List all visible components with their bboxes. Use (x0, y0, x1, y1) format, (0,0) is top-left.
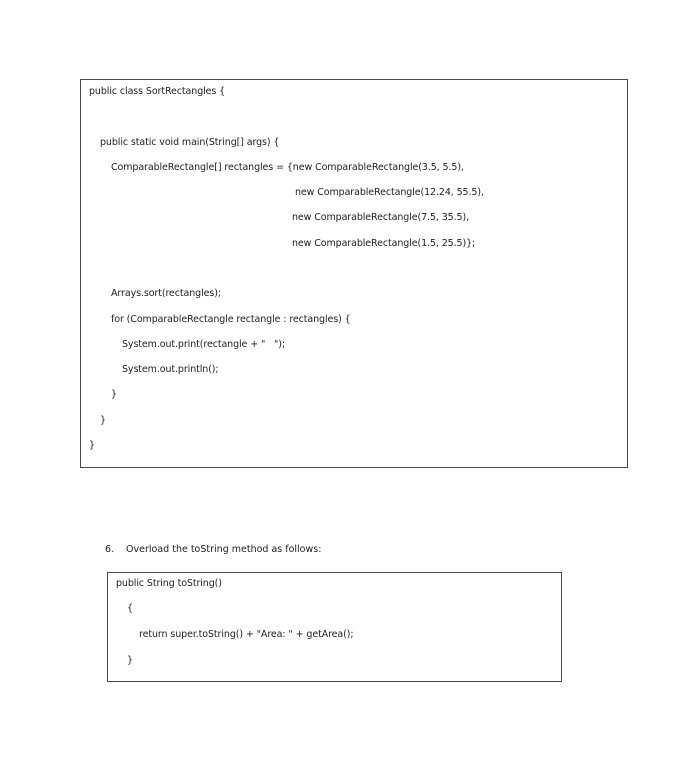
code-line-sort-call: Arrays.sort(rectangles); (111, 288, 221, 299)
code-line-array-declaration: ComparableRectangle[] rectangles = {new ComparableRectangle(3.5, 5.5), (111, 162, 464, 173)
step-number: 6. (105, 544, 115, 555)
code-line-array-element-2: new ComparableRectangle(12.24, 55.5), (295, 187, 484, 198)
code-line-close-brace: } (127, 655, 133, 666)
code-line-return-statement: return super.toString() + "Area: " + getArea(); (139, 629, 354, 640)
code-line-array-element-3: new ComparableRectangle(7.5, 35.5), (292, 212, 470, 223)
code-line-println: System.out.println(); (122, 364, 219, 375)
code-line-close-main: } (100, 415, 106, 426)
code-line-main-method: public static void main(String[] args) { (100, 137, 280, 148)
code-line-for-loop: for (ComparableRectangle rectangle : rectangles) { (111, 314, 351, 325)
code-line-array-element-4: new ComparableRectangle(1.5, 25.5)}; (292, 238, 476, 249)
step-text: Overload the toString method as follows: (126, 544, 322, 555)
code-line-tostring-signature: public String toString() (116, 578, 222, 589)
code-line-class-declaration: public class SortRectangles { (89, 86, 226, 97)
code-line-close-for: } (111, 389, 117, 400)
code-line-close-class: } (89, 440, 95, 451)
code-line-open-brace: { (127, 603, 133, 614)
code-line-print: System.out.print(rectangle + " "); (122, 339, 286, 350)
instruction-step-6 (99, 532, 321, 556)
